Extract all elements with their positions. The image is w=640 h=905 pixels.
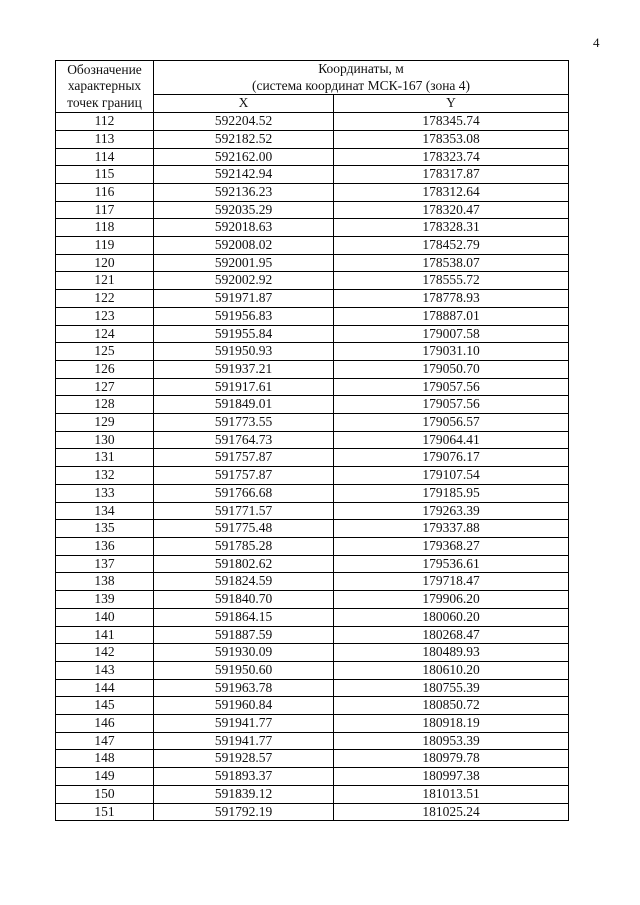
- y-coordinate-cell: 180060.20: [334, 608, 569, 626]
- y-coordinate-cell: 178328.31: [334, 219, 569, 237]
- y-coordinate-cell: 179263.39: [334, 502, 569, 520]
- table-row: [56, 679, 569, 697]
- x-coordinate-cell: 591764.73: [154, 431, 334, 449]
- x-coordinate-cell: 591773.55: [154, 414, 334, 432]
- table-row: [56, 803, 569, 821]
- point-number-cell: 145: [56, 697, 154, 715]
- point-designation-header: [56, 61, 154, 113]
- coordinates-rows: [56, 113, 569, 821]
- y-coordinate-cell: 179057.56: [334, 378, 569, 396]
- table-row: [56, 378, 569, 396]
- x-coordinate-cell: 591937.21: [154, 360, 334, 378]
- point-number-cell: 130: [56, 431, 154, 449]
- point-number-cell: 135: [56, 520, 154, 538]
- y-coordinate-cell: 179007.58: [334, 325, 569, 343]
- point-number-cell: 146: [56, 715, 154, 733]
- coordinates-table: [55, 60, 569, 821]
- y-coordinate-cell: 179031.10: [334, 343, 569, 361]
- x-coordinate-cell: 592002.92: [154, 272, 334, 290]
- y-coordinate-cell: 179050.70: [334, 360, 569, 378]
- y-coordinate-cell: 180997.38: [334, 768, 569, 786]
- y-coordinate-cell: 179064.41: [334, 431, 569, 449]
- table-row: [56, 520, 569, 538]
- x-coordinate-cell: 591771.57: [154, 502, 334, 520]
- point-number-cell: 149: [56, 768, 154, 786]
- point-number-cell: 140: [56, 608, 154, 626]
- x-coordinate-cell: 591941.77: [154, 732, 334, 750]
- y-coordinate-cell: 180979.78: [334, 750, 569, 768]
- y-coordinate-cell: 178353.08: [334, 130, 569, 148]
- table-row: [56, 360, 569, 378]
- x-coordinate-cell: 591950.60: [154, 661, 334, 679]
- x-coordinate-cell: 591950.93: [154, 343, 334, 361]
- y-coordinate-cell: 179536.61: [334, 555, 569, 573]
- point-number-cell: 121: [56, 272, 154, 290]
- x-coordinate-cell: 591941.77: [154, 715, 334, 733]
- point-number-cell: 136: [56, 537, 154, 555]
- table-row: [56, 608, 569, 626]
- y-coordinate-cell: 178452.79: [334, 237, 569, 255]
- point-header-line-2: характерных: [67, 78, 142, 94]
- page-number: 4: [593, 35, 600, 50]
- table-row: [56, 237, 569, 255]
- y-coordinate-cell: 178317.87: [334, 166, 569, 184]
- x-coordinate-cell: 591955.84: [154, 325, 334, 343]
- x-coordinate-cell: 592142.94: [154, 166, 334, 184]
- point-number-cell: 129: [56, 414, 154, 432]
- y-coordinate-cell: 181013.51: [334, 785, 569, 803]
- table-row: [56, 449, 569, 467]
- x-coordinate-cell: 591839.12: [154, 785, 334, 803]
- table-row: [56, 502, 569, 520]
- point-number-cell: 115: [56, 166, 154, 184]
- table-row: [56, 484, 569, 502]
- y-coordinate-cell: 178323.74: [334, 148, 569, 166]
- table-row: [56, 307, 569, 325]
- x-coordinate-cell: 591956.83: [154, 307, 334, 325]
- table-row: [56, 644, 569, 662]
- x-coordinate-cell: 591840.70: [154, 591, 334, 609]
- point-number-cell: 127: [56, 378, 154, 396]
- x-coordinate-cell: 592136.23: [154, 183, 334, 201]
- x-coordinate-cell: 591887.59: [154, 626, 334, 644]
- y-coordinate-cell: 179368.27: [334, 537, 569, 555]
- y-coordinate-cell: 179076.17: [334, 449, 569, 467]
- x-coordinate-cell: 592035.29: [154, 201, 334, 219]
- y-coordinate-cell: 180850.72: [334, 697, 569, 715]
- point-number-cell: 122: [56, 290, 154, 308]
- coordinates-header-line-2: (система координат МСК-167 (зона 4): [251, 77, 471, 93]
- y-coordinate-cell: 179185.95: [334, 484, 569, 502]
- point-number-cell: 124: [56, 325, 154, 343]
- point-number-cell: 141: [56, 626, 154, 644]
- y-coordinate-cell: 180755.39: [334, 679, 569, 697]
- y-coordinate-cell: 179057.56: [334, 396, 569, 414]
- x-coordinate-cell: 592182.52: [154, 130, 334, 148]
- y-coordinate-cell: 178312.64: [334, 183, 569, 201]
- y-coordinate-cell: 180918.19: [334, 715, 569, 733]
- x-coordinate-cell: 592018.63: [154, 219, 334, 237]
- x-coordinate-cell: 592204.52: [154, 113, 334, 131]
- table-row: [56, 166, 569, 184]
- point-number-cell: 148: [56, 750, 154, 768]
- y-coordinate-cell: 180268.47: [334, 626, 569, 644]
- point-number-cell: 137: [56, 555, 154, 573]
- table-row: [56, 750, 569, 768]
- y-coordinate-cell: 179337.88: [334, 520, 569, 538]
- table-row: [56, 254, 569, 272]
- x-coordinate-cell: 591971.87: [154, 290, 334, 308]
- table-row: [56, 219, 569, 237]
- y-coordinate-cell: 179906.20: [334, 591, 569, 609]
- x-coordinate-cell: 591824.59: [154, 573, 334, 591]
- y-coordinate-cell: 178538.07: [334, 254, 569, 272]
- x-coordinate-cell: 592162.00: [154, 148, 334, 166]
- y-coordinate-cell: 178887.01: [334, 307, 569, 325]
- table-row: [56, 431, 569, 449]
- x-coordinate-cell: 591928.57: [154, 750, 334, 768]
- table-row: [56, 130, 569, 148]
- table-row: [56, 148, 569, 166]
- y-coordinate-cell: 178320.47: [334, 201, 569, 219]
- x-coordinate-cell: 591757.87: [154, 449, 334, 467]
- x-coordinate-cell: 591766.68: [154, 484, 334, 502]
- y-coordinate-cell: 179718.47: [334, 573, 569, 591]
- table-row: [56, 626, 569, 644]
- point-number-cell: 116: [56, 183, 154, 201]
- point-number-cell: 119: [56, 237, 154, 255]
- y-coordinate-cell: 178555.72: [334, 272, 569, 290]
- table-row: [56, 555, 569, 573]
- table-row: [56, 183, 569, 201]
- point-number-cell: 112: [56, 113, 154, 131]
- table-row: [56, 290, 569, 308]
- point-number-cell: 125: [56, 343, 154, 361]
- y-coordinate-cell: 179056.57: [334, 414, 569, 432]
- point-number-cell: 143: [56, 661, 154, 679]
- point-header-line-3: точек границ: [67, 94, 142, 110]
- point-number-cell: 113: [56, 130, 154, 148]
- x-coordinate-cell: 591893.37: [154, 768, 334, 786]
- point-number-cell: 126: [56, 360, 154, 378]
- point-number-cell: 117: [56, 201, 154, 219]
- table-row: [56, 661, 569, 679]
- table-row: [56, 414, 569, 432]
- x-coordinate-cell: 591930.09: [154, 644, 334, 662]
- x-coordinate-cell: 592008.02: [154, 237, 334, 255]
- x-coordinate-cell: 591849.01: [154, 396, 334, 414]
- y-coordinate-cell: 179107.54: [334, 467, 569, 485]
- y-coordinate-cell: 180953.39: [334, 732, 569, 750]
- table-row: [56, 467, 569, 485]
- table-row: [56, 272, 569, 290]
- table-row: [56, 343, 569, 361]
- x-coordinate-cell: 591864.15: [154, 608, 334, 626]
- table-row: [56, 113, 569, 131]
- x-coordinate-cell: 591917.61: [154, 378, 334, 396]
- table-row: [56, 396, 569, 414]
- table-row: [56, 591, 569, 609]
- x-coordinate-cell: 591775.48: [154, 520, 334, 538]
- point-number-cell: 128: [56, 396, 154, 414]
- table-row: [56, 201, 569, 219]
- point-number-cell: 134: [56, 502, 154, 520]
- table-row: [56, 325, 569, 343]
- y-coordinate-cell: 180610.20: [334, 661, 569, 679]
- table-row: [56, 697, 569, 715]
- point-number-cell: 142: [56, 644, 154, 662]
- table-row: [56, 715, 569, 733]
- y-coordinate-cell: 178778.93: [334, 290, 569, 308]
- point-number-cell: 147: [56, 732, 154, 750]
- y-coordinate-cell: 180489.93: [334, 644, 569, 662]
- point-number-cell: 132: [56, 467, 154, 485]
- x-coordinate-cell: 591963.78: [154, 679, 334, 697]
- x-column-header: X: [154, 95, 334, 113]
- table-row: [56, 537, 569, 555]
- x-coordinate-cell: 591757.87: [154, 467, 334, 485]
- point-number-cell: 151: [56, 803, 154, 821]
- point-number-cell: 150: [56, 785, 154, 803]
- point-number-cell: 114: [56, 148, 154, 166]
- y-coordinate-cell: 181025.24: [334, 803, 569, 821]
- point-number-cell: 133: [56, 484, 154, 502]
- point-number-cell: 138: [56, 573, 154, 591]
- x-coordinate-cell: 591960.84: [154, 697, 334, 715]
- table-row: [56, 573, 569, 591]
- x-coordinate-cell: 591792.19: [154, 803, 334, 821]
- point-number-cell: 118: [56, 219, 154, 237]
- table-row: [56, 785, 569, 803]
- table-row: [56, 732, 569, 750]
- point-number-cell: 131: [56, 449, 154, 467]
- coordinates-header-line-1: Координаты, м: [318, 61, 404, 76]
- y-column-header: Y: [334, 95, 569, 113]
- table-row: [56, 768, 569, 786]
- x-coordinate-cell: 591802.62: [154, 555, 334, 573]
- coordinates-header: [154, 61, 569, 95]
- y-coordinate-cell: 178345.74: [334, 113, 569, 131]
- point-header-line-1: Обозначение: [67, 61, 142, 77]
- x-coordinate-cell: 592001.95: [154, 254, 334, 272]
- point-number-cell: 120: [56, 254, 154, 272]
- point-number-cell: 144: [56, 679, 154, 697]
- x-coordinate-cell: 591785.28: [154, 537, 334, 555]
- point-number-cell: 123: [56, 307, 154, 325]
- point-number-cell: 139: [56, 591, 154, 609]
